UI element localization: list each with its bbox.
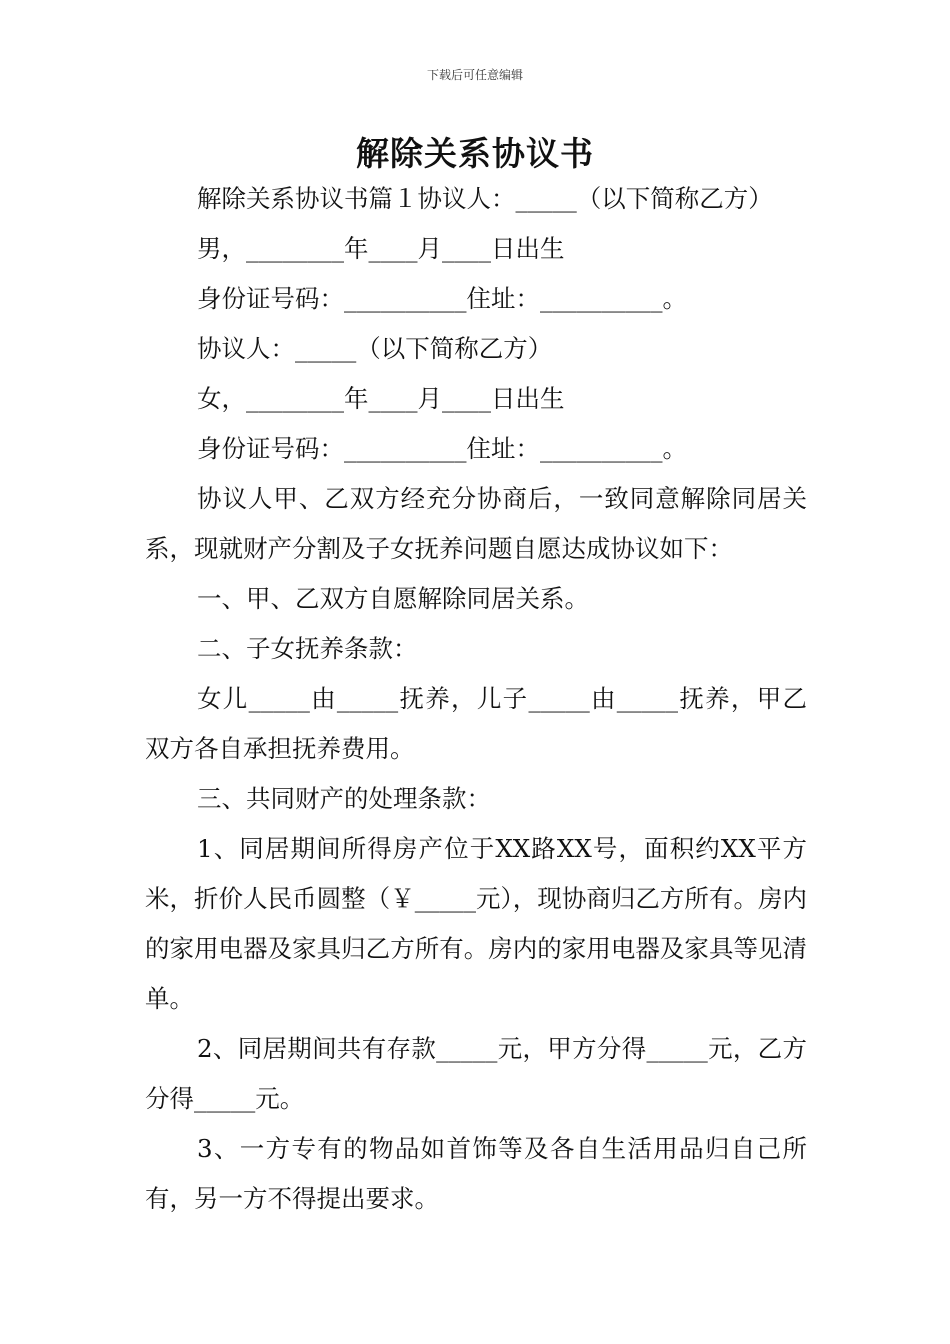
paragraph: 二、子女抚养条款： — [197, 634, 418, 663]
paragraph: 协议人甲、乙双方经充分协商后，一致同意解除同居关系，现就财产分割及子女抚养问题自愿达成协议如下： — [145, 484, 807, 563]
paragraph: 女儿_____由_____抚养，儿子_____由_____抚养，甲乙双方各自承担抚养费用。 — [145, 684, 807, 763]
paragraph: 三、共同财产的处理条款： — [197, 784, 491, 813]
paragraph: 女，________年____月____日出生 — [197, 384, 565, 413]
paragraph: 身份证号码：__________住址：__________。 — [197, 284, 687, 313]
document-title: 解除关系协议书 — [356, 134, 594, 173]
paragraph: 协议人：_____（以下简称乙方） — [197, 334, 553, 363]
paragraph: 一、甲、乙双方自愿解除同居关系。 — [197, 584, 589, 613]
paragraph: 男，________年____月____日出生 — [197, 234, 565, 263]
paragraph: 2、同居期间共有存款_____元，甲方分得_____元，乙方分得_____元。 — [145, 1034, 807, 1113]
paragraph: 解除关系协议书篇１协议人：_____（以下简称乙方） — [197, 184, 773, 213]
paragraph: 3、一方专有的物品如首饰等及各自生活用品归自己所有，另一方不得提出要求。 — [145, 1134, 807, 1213]
paragraph: 身份证号码：__________住址：__________。 — [197, 434, 687, 463]
document-body — [145, 174, 807, 1224]
paragraph: 1、同居期间所得房产位于XX路XX号，面积约XX平方米，折价人民币圆整（￥_____元），现协商归乙方所有。房内的家用电器及家具归乙方所有。房内的家用电器及家具等见清单。 — [145, 834, 807, 1013]
header-note: 下载后可任意编辑 — [426, 68, 523, 82]
